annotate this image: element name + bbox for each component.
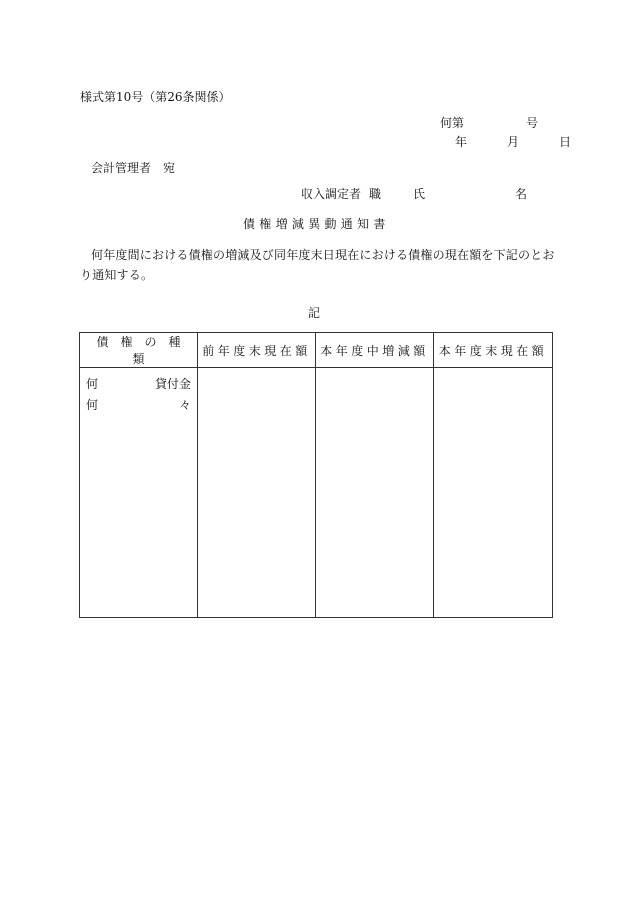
header-current-year-change: 本年度中増減額 (316, 333, 434, 368)
document-title: 債権増減異動通知書 (243, 217, 390, 231)
current-year-change-cell (316, 368, 434, 618)
bond-table (79, 332, 553, 618)
body-text: 何年度間における債権の増減及び同年度末日現在における債権の現在額を下記のとおり通知する。 (80, 248, 555, 282)
bond-type-cell (80, 368, 198, 618)
date-year: 年 (455, 135, 468, 149)
list-item: 何 々 (86, 398, 191, 412)
issuer-surname: 氏 (413, 187, 426, 201)
issuer-given: 名 (515, 187, 528, 201)
number-prefix: 何第 (440, 116, 465, 130)
date-line (455, 133, 571, 150)
issuer-line (301, 185, 527, 202)
header-bond-type: 債 権 の 種類 (80, 333, 198, 368)
current-year-balance-cell (434, 368, 553, 618)
header-prior-year-balance: 前年度末現在額 (198, 333, 316, 368)
list-item: 何 貸付金 (86, 377, 191, 391)
date-month: 月 (507, 135, 520, 149)
header-current-year-balance: 本年度末現在額 (434, 333, 553, 368)
ki-marker: 記 (308, 306, 321, 320)
issuer-position: 職 (369, 187, 382, 201)
addressee: 会計管理者 宛 (91, 161, 176, 175)
number-suffix: 号 (526, 116, 539, 130)
table-body-row (80, 368, 553, 618)
prior-year-balance-cell (198, 368, 316, 618)
document-number (440, 114, 538, 131)
form-number: 様式第10号（第26条関係） (80, 90, 231, 104)
issuer-role: 収入調定者 (301, 187, 362, 201)
table-header-row (80, 333, 553, 368)
date-day: 日 (559, 135, 572, 149)
